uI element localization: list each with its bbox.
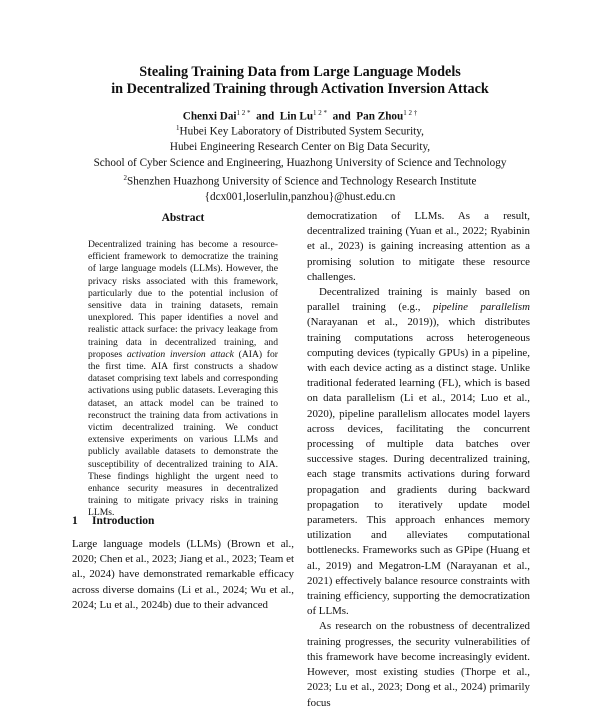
author-superscript: 1 2 * <box>236 109 251 117</box>
email-text: {dcx001,loserlulin,panzhou}@hust.edu.cn <box>204 191 396 204</box>
affiliation-line <box>0 121 600 140</box>
introduction-paragraph: Large language models (LLMs) (Brown et al., 2020; Chen et al., 2023; Jiang et al., 2023; Team et al., 2024) have demonstrated remarkable efficacy across diverse domains (Li et al., 2024; Wu et al., 2024; Lu et al., 2024b) due to their advanced <box>72 538 294 611</box>
section-heading-introduction <box>72 515 154 527</box>
affiliation-text: School of Cyber Science and Engineering, Huazhong University of Science and Technology <box>93 156 507 169</box>
section-title: Introduction <box>92 515 155 527</box>
abstract-heading: Abstract <box>161 212 205 224</box>
author-superscript: 1 2 * <box>313 109 328 117</box>
right-paragraph-2 <box>307 285 530 619</box>
affiliation-text: Shenzhen Huazhong University of Science and Technology Research Institute <box>127 175 477 188</box>
right-paragraph-3: As research on the robustness of decentralized training progresses, the security vulnerabilities of this framework have become increasingly evident. However, most existing studies (Thorpe et al., 2023; Lu et al., 2023; Dong et al., 2024) primarily focus <box>307 620 530 709</box>
affiliation-text: Hubei Key Laboratory of Distributed System Security, <box>179 125 424 138</box>
author-name: Lin Lu <box>279 110 314 123</box>
italic-term: pipeline parallelism <box>432 301 530 314</box>
affiliation-line <box>0 140 600 156</box>
abstract-body <box>88 239 278 520</box>
author-name: Chenxi Dai <box>182 110 237 123</box>
title-line-2: in Decentralized Training through Activation Inversion Attack <box>111 81 489 97</box>
right-column <box>307 209 530 711</box>
author-separator: and <box>332 110 351 123</box>
author-superscript: 1 2 † <box>403 109 418 117</box>
affiliation-superscript: 1 <box>176 124 180 132</box>
abstract-text-part2: (AIA) for the first time. AIA first constructs a shadow dataset comprising text labels and corresponding activations using public datasets. Leveraging this dataset, an attack model can be trained to reconstruct the training data from activations in victim decentralized training. We conduct extensive experiments on various LLMs and publicly available datasets to demonstrate the susceptibility of decentralized training to AIA. These findings highlight the urgent need to enhance security measures in decentralized training to mitigate privacy risks in training LLMs. <box>88 348 278 519</box>
abstract-italic-term: activation inversion attack <box>126 348 234 360</box>
section-number: 1 <box>72 515 78 527</box>
affiliations <box>0 121 600 206</box>
abstract-text-part1: Decentralized training has become a resource-efficient framework to democratize the training of large language models (LLMs). However, the privacy risks associated with this framework, particularly due to the potential inclusion of sensitive data in training datasets, remain unexplored. This paper identifies a novel and realistic attack surface: the privacy leakage from training data in decentralized training, and proposes <box>88 239 278 360</box>
author-name: Pan Zhou <box>356 110 404 123</box>
affiliation-text: Hubei Engineering Research Center on Big Data Security, <box>169 141 431 154</box>
author-separator: and <box>256 110 275 123</box>
affiliation-superscript: 2 <box>123 174 128 183</box>
author-emails <box>0 190 600 206</box>
affiliation-line <box>0 156 600 172</box>
paragraph-text: (Narayanan et al., 2019)), which distributes training computations across heterogeneous computing devices (typically GPUs) in a pipeline, with each device acting as a distinct stage. Unlike traditional federated learning (FL), which is based on data parallelism (Li et al., 2014; Luo et al., 2020), pipeline parallelism allocates model layers across devices, facilitating the concurrent processing of multiple data batches over successive stages. During decentralized training, each stage transmits activations during forward propagation and gradients during backward propagation to iteratively update model parameters. This approach enhances memory utilization and alleviates computational bottlenecks. Frameworks such as GPipe (Huang et al., 2019) and Megatron-LM (Narayanan et al., 2021) effectively balance resource constraints with training efficiency, supporting the democratization of LLMs. <box>307 316 530 618</box>
title-line-1: Stealing Training Data from Large Language Models <box>139 64 461 80</box>
affiliation-line <box>0 171 600 190</box>
right-paragraph-1: democratization of LLMs. As a result, decentralized training (Yuan et al., 2022; Ryabinin et al., 2023) is gaining increasing attention as a promising solution to mitigate these resource challenges. <box>307 210 530 283</box>
paragraph-text: Decentralized training is mainly based on parallel training (e.g., <box>307 286 530 314</box>
paper-title <box>0 64 600 98</box>
